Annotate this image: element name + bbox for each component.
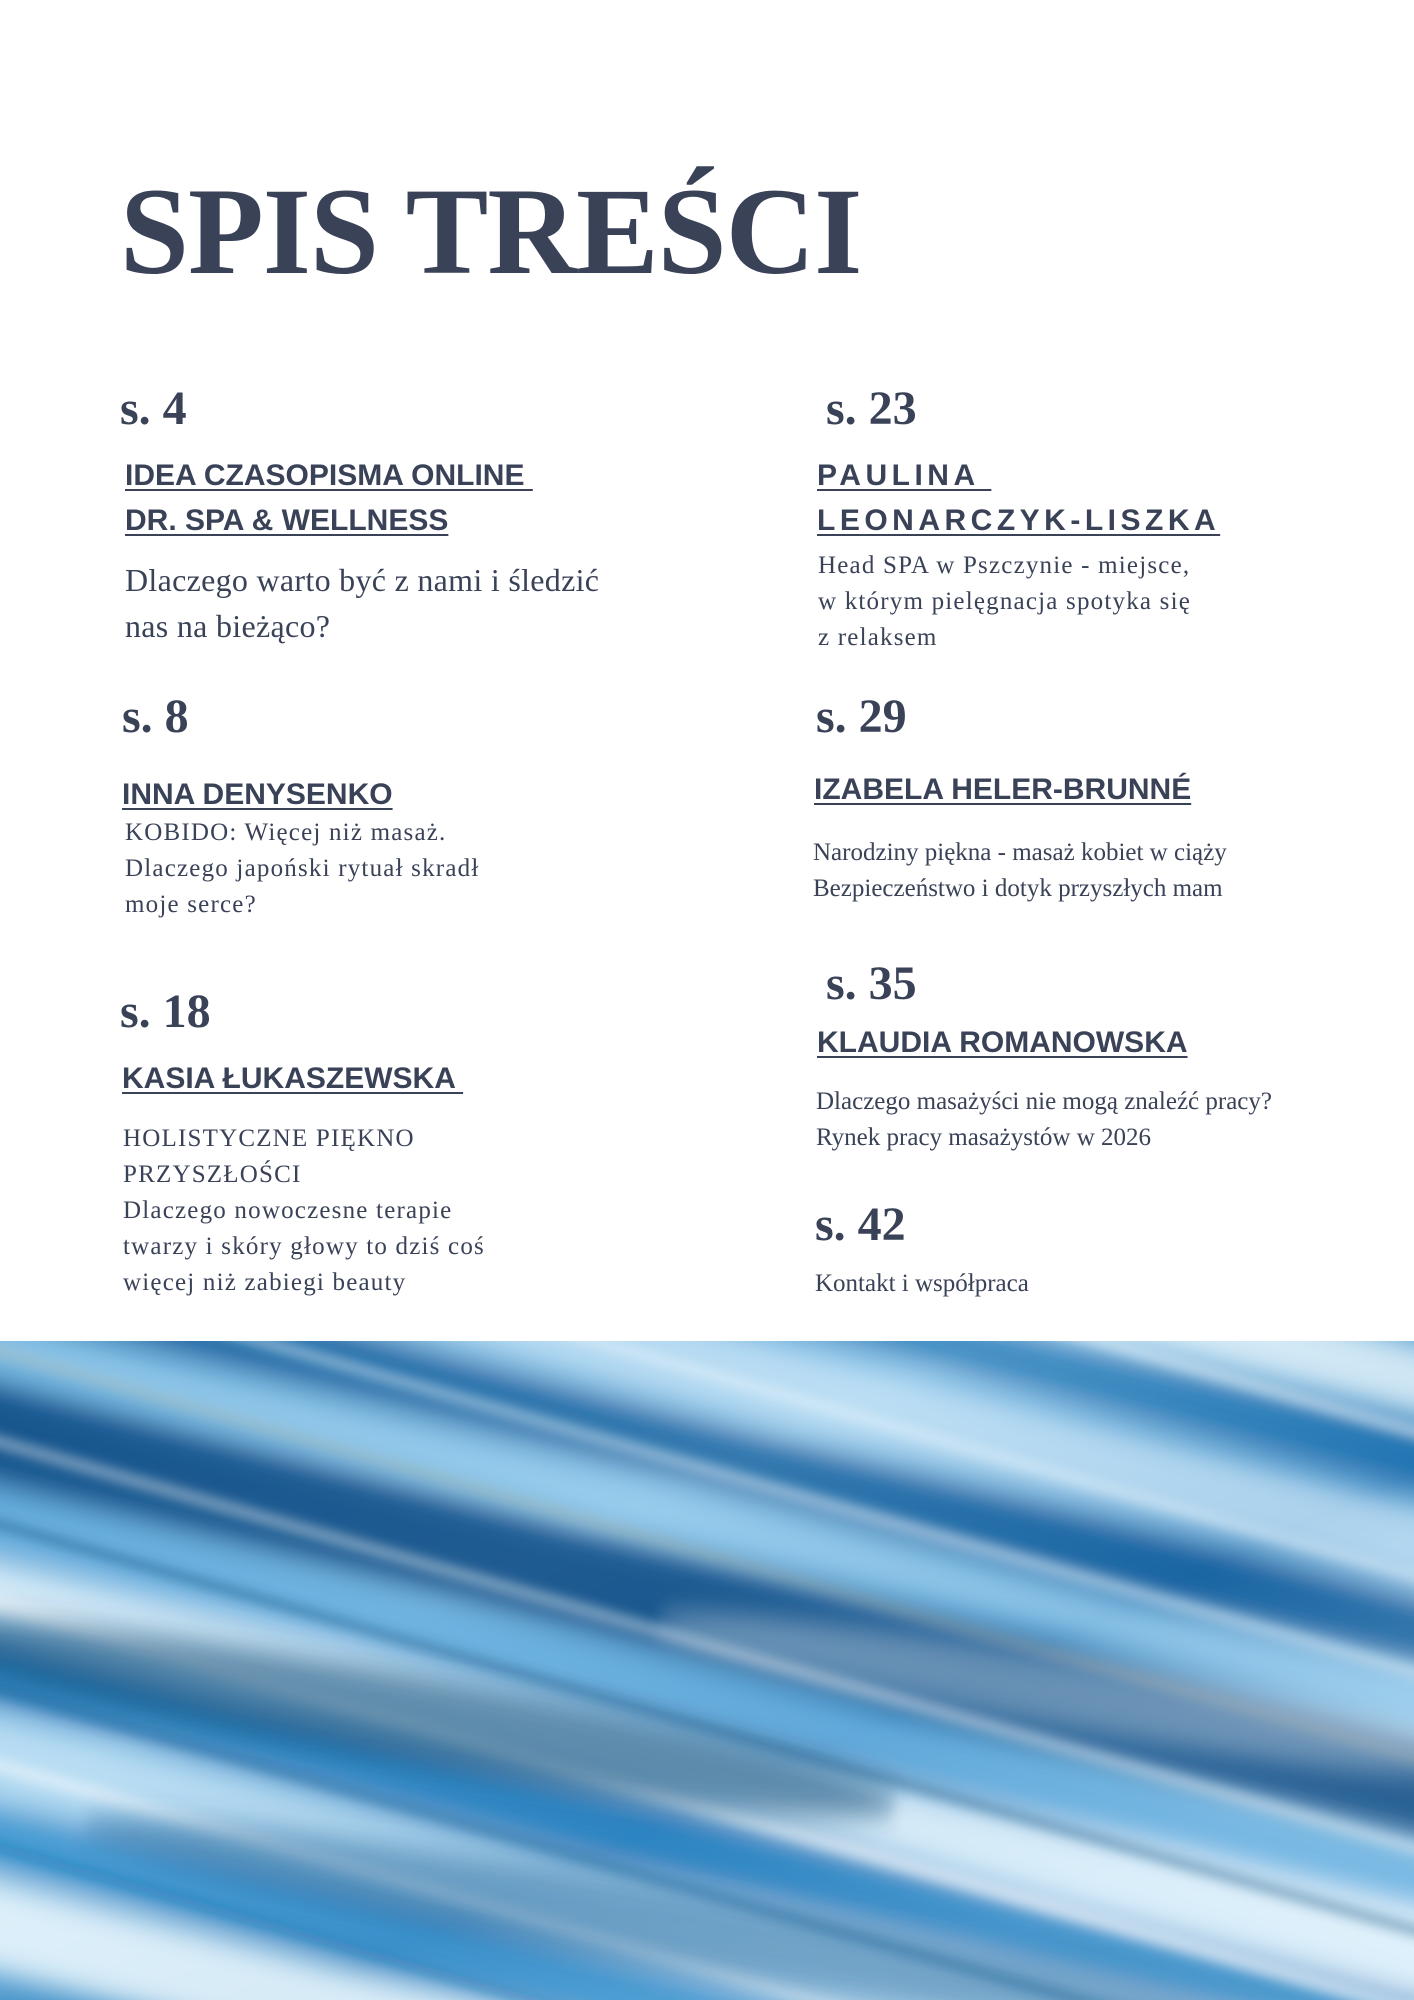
entry-heading-izabela-heler-brunne[interactable] (814, 767, 1191, 812)
description-line: Kontakt i współpraca (815, 1270, 1029, 1297)
heading-line: KLAUDIA ROMANOWSKA (817, 1026, 1188, 1059)
description-line: moje serce? (125, 891, 257, 918)
water-motion-blur-graphic (0, 1341, 1414, 2000)
heading-line: PAULINA (817, 459, 992, 492)
description-line: twarzy i skóry głowy to dziś coś (123, 1233, 485, 1260)
description-line: Dlaczego warto być z nami i śledzić (125, 562, 600, 598)
description-line: Dlaczego japoński rytuał skradł (125, 855, 480, 882)
entry-heading-magazine-idea[interactable] (125, 453, 533, 543)
description-line: KOBIDO: Więcej niż masaż. (125, 819, 447, 846)
description-line: w którym pielęgnacja spotyka się (818, 588, 1192, 615)
page-number-8: s. 8 (122, 690, 189, 743)
description-line: z relaksem (818, 624, 938, 651)
description-line: PRZYSZŁOŚCI (123, 1161, 302, 1188)
entry-heading-klaudia-romanowska[interactable] (817, 1020, 1188, 1065)
heading-line: LEONARCZYK-LISZKA (817, 504, 1221, 537)
entry-description-magazine-idea (125, 557, 599, 649)
water-banner-image (0, 1341, 1414, 2000)
description-line: Dlaczego masażyści nie mogą znaleźć pracy? (816, 1088, 1272, 1115)
heading-line: DR. SPA & WELLNESS (125, 504, 449, 537)
page-number-23: s. 23 (826, 382, 917, 435)
description-line: więcej niż zabiegi beauty (123, 1269, 407, 1296)
description-line: Head SPA w Pszczynie - miejsce, (818, 552, 1191, 579)
heading-line: INNA DENYSENKO (122, 778, 393, 811)
entry-description-paulina-leonarczyk-liszka (818, 548, 1191, 656)
heading-line: IZABELA HELER-BRUNNÉ (814, 773, 1192, 806)
page-title: SPIS TREŚCI (120, 163, 862, 300)
description-line: Narodziny piękna - masaż kobiet w ciąży (813, 839, 1227, 866)
page-number-29: s. 29 (816, 690, 907, 743)
description-line: Dlaczego nowoczesne terapie (123, 1197, 453, 1224)
page-number-42: s. 42 (815, 1198, 906, 1251)
description-line: nas na bieżąco? (125, 608, 331, 644)
entry-description-inna-denysenko (125, 815, 479, 923)
description-line: Rynek pracy masażystów w 2026 (816, 1124, 1152, 1151)
entry-description-contact (815, 1266, 1029, 1302)
entry-description-kasia-lukaszewska (123, 1121, 485, 1301)
entry-description-izabela-heler-brunne (813, 835, 1227, 907)
page-number-4: s. 4 (120, 382, 187, 435)
entry-heading-inna-denysenko[interactable] (122, 772, 393, 817)
entry-description-klaudia-romanowska (816, 1084, 1272, 1156)
entry-heading-kasia-lukaszewska[interactable] (122, 1056, 463, 1101)
entry-heading-paulina-leonarczyk-liszka[interactable] (817, 453, 1220, 543)
page-number-18: s. 18 (120, 985, 211, 1038)
heading-line: IDEA CZASOPISMA ONLINE (125, 459, 533, 492)
description-line: HOLISTYCZNE PIĘKNO (123, 1125, 415, 1152)
page-number-35: s. 35 (826, 957, 917, 1010)
description-line: Bezpieczeństwo i dotyk przyszłych mam (813, 875, 1223, 902)
heading-line: KASIA ŁUKASZEWSKA (122, 1062, 464, 1095)
